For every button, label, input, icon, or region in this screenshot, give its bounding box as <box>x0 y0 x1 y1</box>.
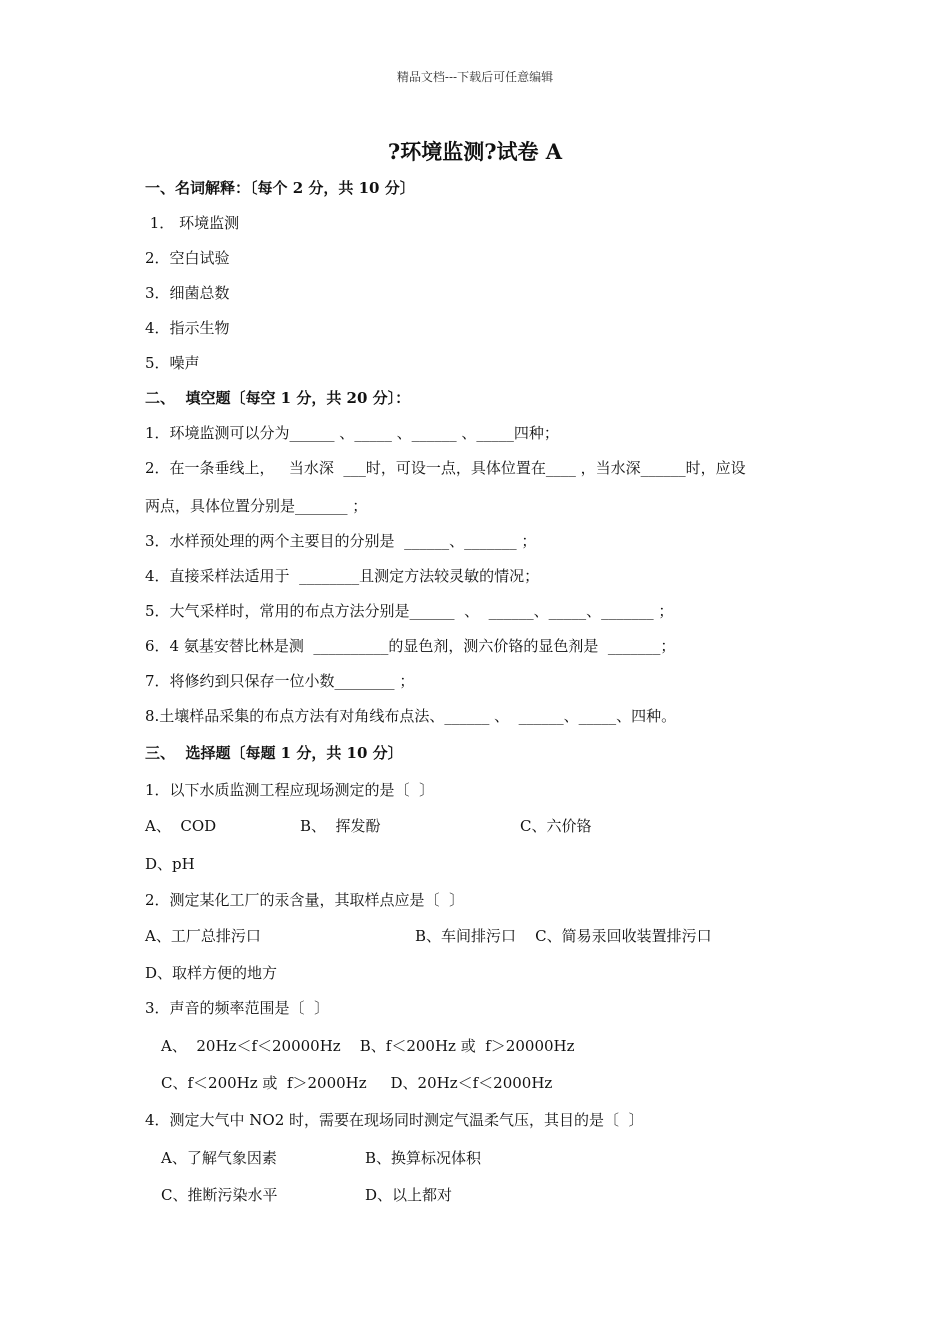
section3-question-2: 2．测定某化工厂的汞含量，其取样点应是〔 〕 <box>145 891 465 909</box>
section3-question-4: 4．测定大气中 NO2 时，需要在现场同时测定气温柔气压，其目的是〔 〕 <box>145 1111 644 1129</box>
q3-options-c-d: C、f＜200Hz 或 f＞2000Hz D、20Hz＜f＜2000Hz <box>161 1074 553 1092</box>
section1-item-4: 4．指示生物 <box>145 319 230 337</box>
section1-item-2: 2．空白试验 <box>145 249 230 267</box>
section2-question-1: 1．环境监测可以分为______ 、_____ 、______ 、_____四种； <box>145 424 559 442</box>
section2-question-6: 6．4 氨基安替比林是测 __________的显色剂，测六价铬的显色剂是 _______； <box>145 637 676 655</box>
section2-question-2-line-2: 两点，具体位置分别是_______ ； <box>145 497 368 515</box>
section2-question-5: 5．大气采样时，常用的布点方法分别是______ 、 ______、_____、_______ ； <box>145 602 674 620</box>
section2-question-4: 4．直接采样法适用于 ________且测定方法较灵敏的情况； <box>145 567 540 585</box>
section3-question-3: 3．声音的频率范围是〔 〕 <box>145 999 330 1017</box>
section1-item-3: 3．细菌总数 <box>145 284 230 302</box>
section1-heading: 一、名词解释：〔每个 2 分，共 10 分〕 <box>145 179 415 197</box>
section1-item-5: 5．噪声 <box>145 354 200 372</box>
q2-option-a: A、工厂总排污口 <box>145 927 261 945</box>
q4-option-d: D、以上都对 <box>365 1186 453 1204</box>
q4-option-b: B、换算标况体积 <box>365 1149 482 1167</box>
q1-option-b: B、 挥发酚 <box>300 817 381 835</box>
section2-question-2-line-1: 2．在一条垂线上， 当水深 ___时，可设一点，具体位置在____ ，当水深______时，应设 <box>145 459 746 477</box>
section2-heading: 二、 填空题〔每空 1 分，共 20 分〕： <box>145 389 411 407</box>
q3-options-a-b: A、 20Hz＜f＜20000Hz B、f＜200Hz 或 f＞20000Hz <box>161 1037 575 1055</box>
q4-option-c: C、推断污染水平 <box>161 1186 278 1204</box>
q1-option-c: C、六价铬 <box>520 817 592 835</box>
page-title: ?环境监测?试卷 A <box>387 139 563 164</box>
header-note: 精品文档---下载后可任意编辑 <box>396 70 554 84</box>
q2-option-d: D、取样方便的地方 <box>145 964 278 982</box>
section3-question-1: 1．以下水质监测工程应现场测定的是〔 〕 <box>145 781 435 799</box>
section3-heading: 三、 选择题〔每题 1 分，共 10 分〕 <box>145 744 403 762</box>
q1-option-d: D、pH <box>145 855 195 873</box>
section1-item-1: 1． 环境监测 <box>145 214 240 232</box>
q4-option-a: A、了解气象因素 <box>161 1149 277 1167</box>
section2-question-7: 7．将修约到只保存一位小数________ ； <box>145 672 415 690</box>
section2-question-3: 3．水样预处理的两个主要目的分别是 ______、_______ ； <box>145 532 537 550</box>
section2-question-8: 8.土壤样品采集的布点方法有对角线布点法、______ 、 ______、_____、四种。 <box>145 707 677 725</box>
q1-option-a: A、 COD <box>145 817 217 835</box>
q2-option-b-c: B、车间排污口 C、简易汞回收装置排污口 <box>415 927 712 945</box>
